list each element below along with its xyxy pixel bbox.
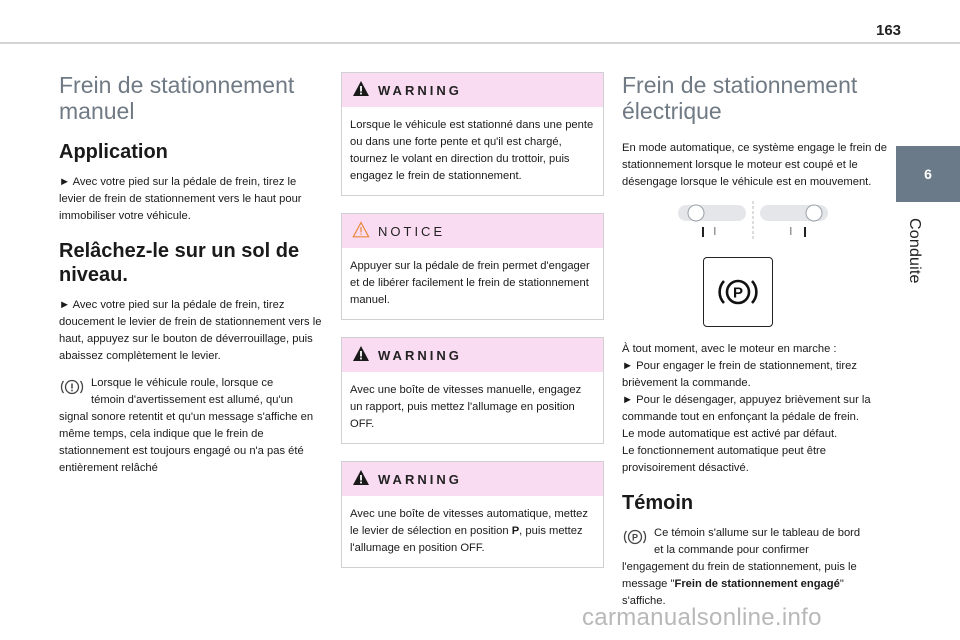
warning-title: WARNING <box>378 348 462 363</box>
temoin-rest-bold: Frein de stationnement engagé <box>674 578 840 590</box>
column-warnings <box>341 72 604 585</box>
warning-note-rest: signal sonore retentit et qu'un message s'affiche en même temps, cela indique que le frein de stationnement est toujours engagé ou n'a pas été entièrement relâché <box>59 411 314 474</box>
section-title-electric: Frein de stationnement électrique <box>622 72 858 124</box>
warning-note-line2: témoin d'avertissement est allumé, qu'un <box>91 394 294 406</box>
temoin-note <box>622 525 890 559</box>
paragraph-application: ► Avec votre pied sur la pédale de frein, tirez le levier de frein de stationnement vers le haut pour immobiliser votre véhicule. <box>59 176 302 222</box>
header-divider <box>0 42 960 44</box>
auto-text-part2: , puis mettez l'allumage en position OFF. <box>350 525 583 554</box>
svg-text:P: P <box>631 532 639 543</box>
lhd-rhd-diagram <box>672 201 872 245</box>
paragraph-default: Le mode automatique est activé par défaut. <box>622 428 838 440</box>
warning-box-auto-gearbox <box>341 461 604 568</box>
warning-title: WARNING <box>378 472 462 487</box>
steering-wheel-illustration <box>622 201 890 245</box>
chapter-tab[interactable] <box>896 146 960 202</box>
warning-note-line1: Lorsque le véhicule roule, lorsque ce <box>91 377 274 389</box>
temoin-rest-part2: " s'affiche. <box>622 578 844 607</box>
warning-triangle-icon <box>352 469 370 487</box>
paragraph-disengage: ► Pour le désengager, appuyez brièvement sur la commande tout en enfonçant la pédale de frein. <box>622 394 871 423</box>
chapter-number: 6 <box>924 166 932 182</box>
warning-triangle-icon <box>352 80 370 98</box>
paragraph-any-time: À tout moment, avec le moteur en marche : <box>622 343 837 355</box>
svg-text:P: P <box>732 284 744 302</box>
warning-box-slope <box>341 72 604 196</box>
column-manual-brake <box>59 72 324 487</box>
notice-title: NOTICE <box>378 224 446 239</box>
paragraph-disabled: Le fonctionnement automatique peut être provisoirement désactivé. <box>622 445 827 474</box>
page-number: 163 <box>876 22 902 39</box>
warning-title: WARNING <box>378 83 462 98</box>
notice-box <box>341 213 604 320</box>
heading-release: Relâchez-le sur un sol de niveau. <box>59 240 300 286</box>
heading-temoin: Témoin <box>622 492 694 514</box>
watermark: carmanualsonline.info <box>582 604 822 631</box>
paragraph-intro: En mode automatique, ce système engage le frein de stationnement lorsque le moteur est coupé et le désengage lorsque le véhicule est en mouvement. <box>622 142 887 188</box>
temoin-rest <box>622 559 890 610</box>
warning-text-slope: Lorsque le véhicule est stationné dans une pente ou dans une forte pente et qu'il est chargé, tournez le volant en direction du trottoir, puis engagez le frein de stationnement. <box>350 119 594 182</box>
temoin-line1: Ce témoin s'allume sur le tableau de bord <box>654 527 861 539</box>
warning-box-manual-gearbox <box>341 337 604 444</box>
chapter-label: Conduite <box>906 218 923 284</box>
notice-text: Appuyer sur la pédale de frein permet d'engager et de libérer facilement le frein de stationnement manuel. <box>350 260 590 306</box>
auto-text-part1: Avec une boîte de vitesses automatique, mettez le levier de sélection en position <box>350 508 588 537</box>
parking-indicator-icon <box>622 527 648 547</box>
temoin-rest-part1: l'engagement du frein de stationnement, puis le message " <box>622 561 857 590</box>
heading-application: Application <box>59 141 168 163</box>
paragraph-engage: ► Pour engager le frein de stationnement, tirez brièvement la commande. <box>622 360 857 389</box>
parking-brake-control-icon <box>703 257 773 327</box>
section-title-manual: Frein de stationnement manuel <box>59 72 295 124</box>
column-electric-brake <box>622 72 890 620</box>
paragraph-release: ► Avec votre pied sur la pédale de frein, tirez doucement le levier de frein de stationnement vers le haut, appuyez sur le bouton de déverrouillage, puis abaissez complètement le levier. <box>59 299 322 362</box>
temoin-line2: et la commande pour confirmer <box>654 544 809 556</box>
parking-warning-icon <box>59 377 85 397</box>
warning-text-manual-gearbox: Avec une boîte de vitesses manuelle, engagez un rapport, puis mettez l'allumage en position OFF. <box>350 384 582 430</box>
warning-light-note <box>59 375 324 409</box>
warning-triangle-icon <box>352 345 370 363</box>
notice-triangle-icon <box>352 221 370 239</box>
auto-text-bold: P <box>511 525 520 537</box>
warning-text-auto-gearbox <box>342 496 603 567</box>
parking-p-icon <box>704 258 772 326</box>
